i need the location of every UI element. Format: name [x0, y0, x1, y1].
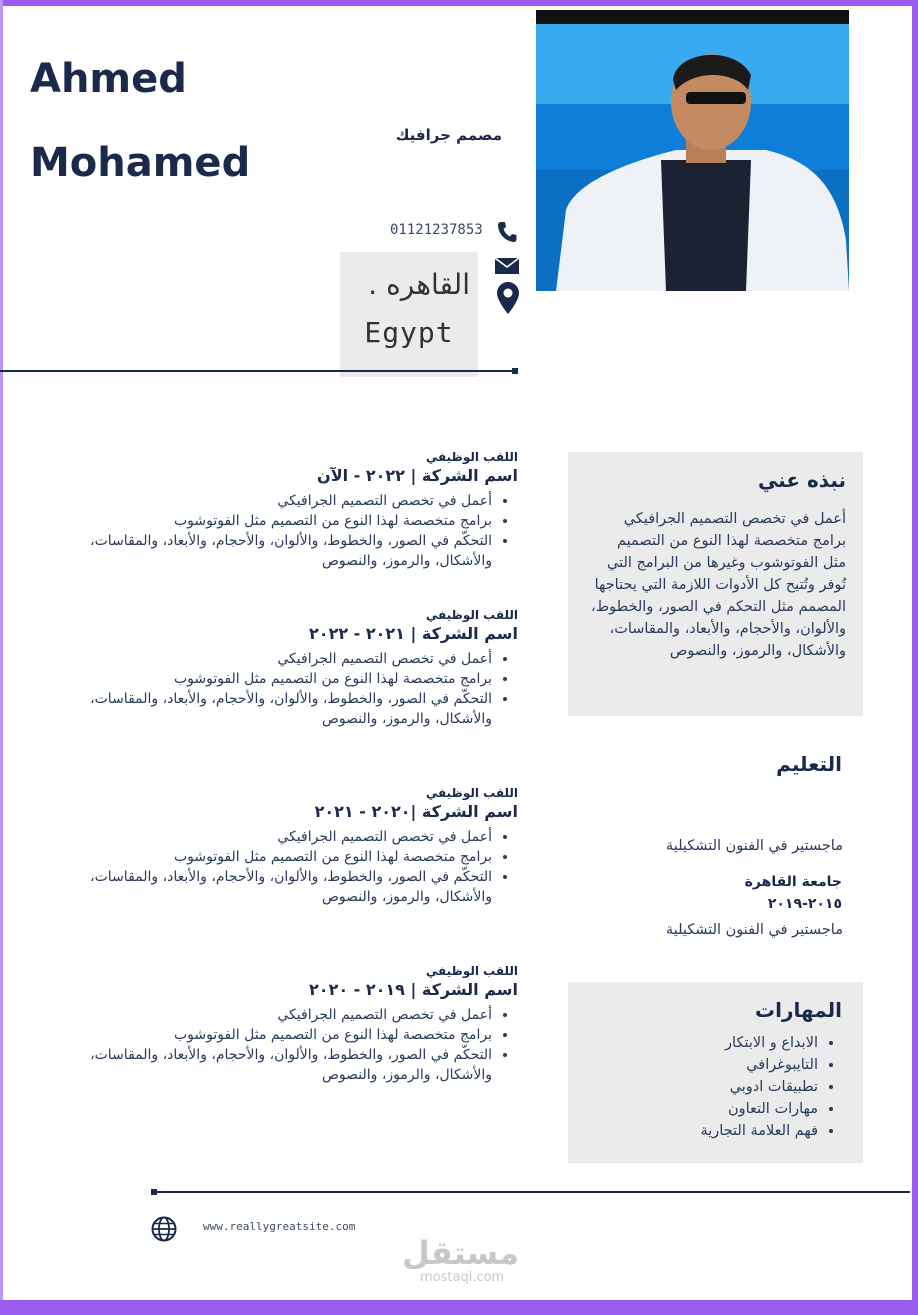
frame-left — [0, 0, 3, 1315]
education-university: جامعة القاهرة — [744, 874, 842, 890]
experience-company-dates: اسم الشركة | ٢٠١٩ - ٢٠٢٠ — [309, 980, 518, 999]
education-title: التعليم — [776, 752, 842, 776]
about-title: نبذه عني — [757, 468, 846, 492]
globe-icon — [151, 1216, 177, 1242]
education-degree-2: ماجستير في الفنون التشكيلية — [665, 922, 843, 938]
profile-photo — [536, 10, 849, 291]
experience-role-label: اللقب الوظيفي — [425, 786, 518, 800]
experience-bullet: • التحكّم في الصور، والخطوط، والألوان، والأحجام، والأبعاد، والمقاسات، والأشكال، والرموز، والنصوص — [60, 1045, 492, 1085]
education-years: ٢٠١٥-٢٠١٩ — [767, 896, 842, 912]
experience-bullet: • برامج متخصصة لهذا النوع من التصميم مثل الفوتوشوب — [60, 1025, 492, 1045]
skill-item: • فهم العلامة التجارية — [700, 1120, 818, 1142]
skills-title: المهارات — [755, 998, 842, 1022]
experience-bullets — [60, 827, 518, 907]
experience-bullets — [60, 491, 518, 571]
skill-item: • التايبوغرافي — [700, 1054, 818, 1076]
location-pin-icon — [497, 282, 519, 314]
education-degree-1: ماجستير في الفنون التشكيلية — [665, 838, 843, 854]
header-divider — [0, 370, 516, 372]
experience-company-dates: اسم الشركة | ٢٠٢٢ - الآن — [317, 466, 518, 485]
experience-bullet: • برامج متخصصة لهذا النوع من التصميم مثل الفوتوشوب — [60, 669, 492, 689]
experience-role-label: اللقب الوظيفي — [425, 964, 518, 978]
skill-item: • الابداع و الابتكار — [700, 1032, 818, 1054]
experience-bullet: • التحكّم في الصور، والخطوط، والألوان، والأحجام، والأبعاد، والمقاسات، والأشكال، والرموز، والنصوص — [60, 689, 492, 729]
experience-entry-2 — [60, 608, 518, 729]
frame-bottom — [0, 1300, 918, 1315]
experience-bullet: • أعمل في تخصص التصميم الجرافيكي — [60, 1005, 492, 1025]
experience-bullet: • أعمل في تخصص التصميم الجرافيكي — [60, 827, 492, 847]
experience-entry-1 — [60, 450, 518, 571]
experience-company-dates: اسم الشركة | ٢٠٢١ - ٢٠٢٢ — [309, 624, 518, 643]
experience-company-dates: اسم الشركة |٢٠٢٠ - ٢٠٢١ — [314, 802, 518, 821]
experience-bullet: • برامج متخصصة لهذا النوع من التصميم مثل الفوتوشوب — [60, 511, 492, 531]
skills-list — [700, 1032, 838, 1142]
skill-item: • تطبيقات ادوبي — [700, 1076, 818, 1098]
experience-bullet: • برامج متخصصة لهذا النوع من التصميم مثل الفوتوشوب — [60, 847, 492, 867]
experience-entry-4 — [60, 964, 518, 1085]
watermark-latin: mostaql.com — [420, 1270, 505, 1285]
experience-bullets — [60, 649, 518, 729]
skill-item: • مهارات التعاون — [700, 1098, 818, 1120]
phone-icon — [497, 221, 517, 243]
first-name: Ahmed — [30, 56, 187, 102]
address-country: Egypt — [364, 316, 454, 349]
footer-divider — [153, 1191, 910, 1193]
experience-bullet: • أعمل في تخصص التصميم الجرافيكي — [60, 491, 492, 511]
last-name: Mohamed — [30, 140, 251, 186]
website-link[interactable]: www.reallygreatsite.com — [203, 1220, 356, 1233]
experience-bullet: • التحكّم في الصور، والخطوط، والألوان، والأحجام، والأبعاد، والمقاسات، والأشكال، والرموز، والنصوص — [60, 867, 492, 907]
watermark-arabic: مستقل — [402, 1234, 520, 1272]
address-city: القاهره . — [368, 268, 470, 301]
email-icon — [495, 258, 519, 274]
experience-entry-3 — [60, 786, 518, 907]
experience-role-label: اللقب الوظيفي — [425, 608, 518, 622]
footer-divider-dot — [151, 1189, 157, 1195]
about-text: أعمل في تخصص التصميم الجرافيكي برامج متخصصة لهذا النوع من التصميم مثل الفوتوشوب وغيرها من البرامج التي تُوفر وتُتيح كل الأدوات اللازمة التي يحتاجها المصمم مثل التحكم في الصور، والخطوط، والألوان، والأحجام، والأبعاد، والمقاسات، والأشكال، والرموز، والنصوص — [591, 511, 846, 659]
experience-bullets — [60, 1005, 518, 1085]
frame-right — [912, 0, 918, 1315]
experience-role-label: اللقب الوظيفي — [425, 450, 518, 464]
header-divider-dot — [512, 368, 518, 374]
frame-top — [0, 0, 918, 6]
experience-bullet: • أعمل في تخصص التصميم الجرافيكي — [60, 649, 492, 669]
job-title: مصمم جرافيك — [395, 126, 502, 144]
phone-number: 01121237853 — [390, 222, 483, 238]
experience-bullet: • التحكّم في الصور، والخطوط، والألوان، والأحجام، والأبعاد، والمقاسات، والأشكال، والرموز، والنصوص — [60, 531, 492, 571]
